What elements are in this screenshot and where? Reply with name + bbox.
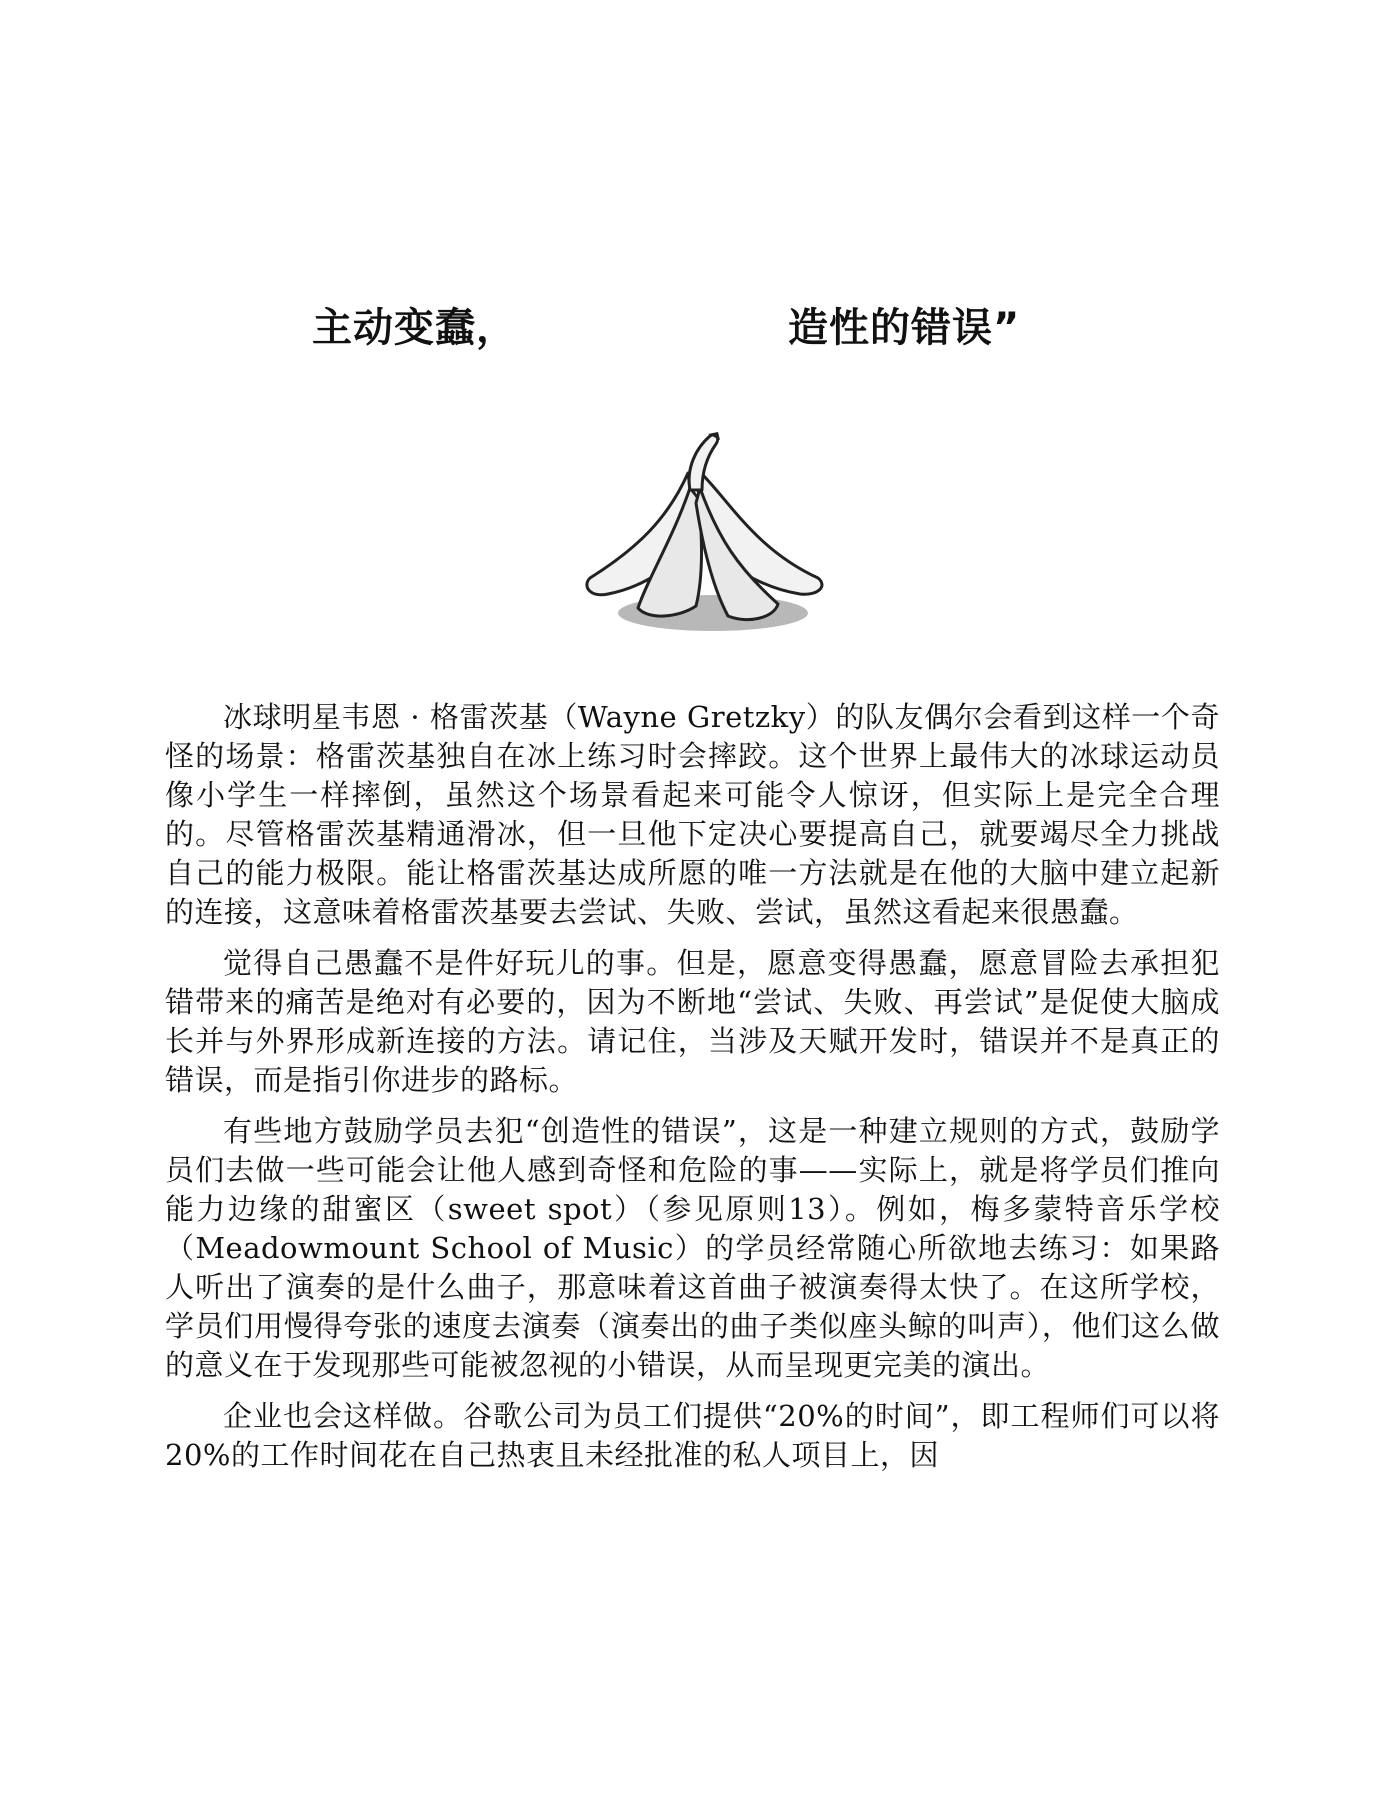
body-text (165, 698, 1220, 1487)
chapter-title-left: 主动变蠢， (312, 305, 517, 351)
chapter-title (0, 298, 1391, 358)
chapter-title-right: 造性的错误” (788, 305, 1021, 351)
paragraph-4: 企业也会这样做。谷歌公司为员工们提供“20%的时间”，即工程师们可以将20%的工作时间花在自己热衷且未经批准的私人项目上，因 (165, 1399, 1220, 1472)
paragraph-1: 冰球明星韦恩 · 格雷茨基（Wayne Gretzky）的队友偶尔会看到这样一个奇怪的场景：格雷茨基独自在冰上练习时会摔跤。这个世界上最伟大的冰球运动员像小学生一样摔倒，虽然这个场景看起来可能令人惊讶，但实际上是完全合理的。尽管格雷茨基精通滑冰，但一旦他下定决心要提高自己，就要竭尽全力挑战自己的能力极限。能让格雷茨基达成所愿的唯一方法就是在他的大脑中建立起新的连接，这意味着格雷茨基要去尝试、失败、尝试，虽然这看起来很愚蠢。 (165, 700, 1220, 929)
banana-peel-illustration (578, 428, 838, 638)
paragraph-2: 觉得自己愚蠢不是件好玩儿的事。但是，愿意变得愚蠢，愿意冒险去承担犯错带来的痛苦是绝对有必要的，因为不断地“尝试、失败、再尝试”是促使大脑成长并与外界形成新连接的方法。请记住，当涉及天赋开发时，错误并不是真正的错误，而是指引你进步的路标。 (165, 946, 1220, 1097)
paragraph-3: 有些地方鼓励学员去犯“创造性的错误”，这是一种建立规则的方式，鼓励学员们去做一些可能会让他人感到奇怪和危险的事——实际上，就是将学员们推向能力边缘的甜蜜区（sweet spot）（参见原则13）。例如，梅多蒙特音乐学校（Meadowmount School of Music）的学员经常随心所欲地去练习：如果路人听出了演奏的是什么曲子，那意味着这首曲子被演奏得太快了。在这所学校，学员们用慢得夸张的速度去演奏（演奏出的曲子类似座头鲸的叫声），他们这么做的意义在于发现那些可能被忽视的小错误，从而呈现更完美的演出。 (165, 1114, 1220, 1382)
banana-peel-icon (578, 428, 838, 638)
peel-stem (689, 435, 717, 490)
